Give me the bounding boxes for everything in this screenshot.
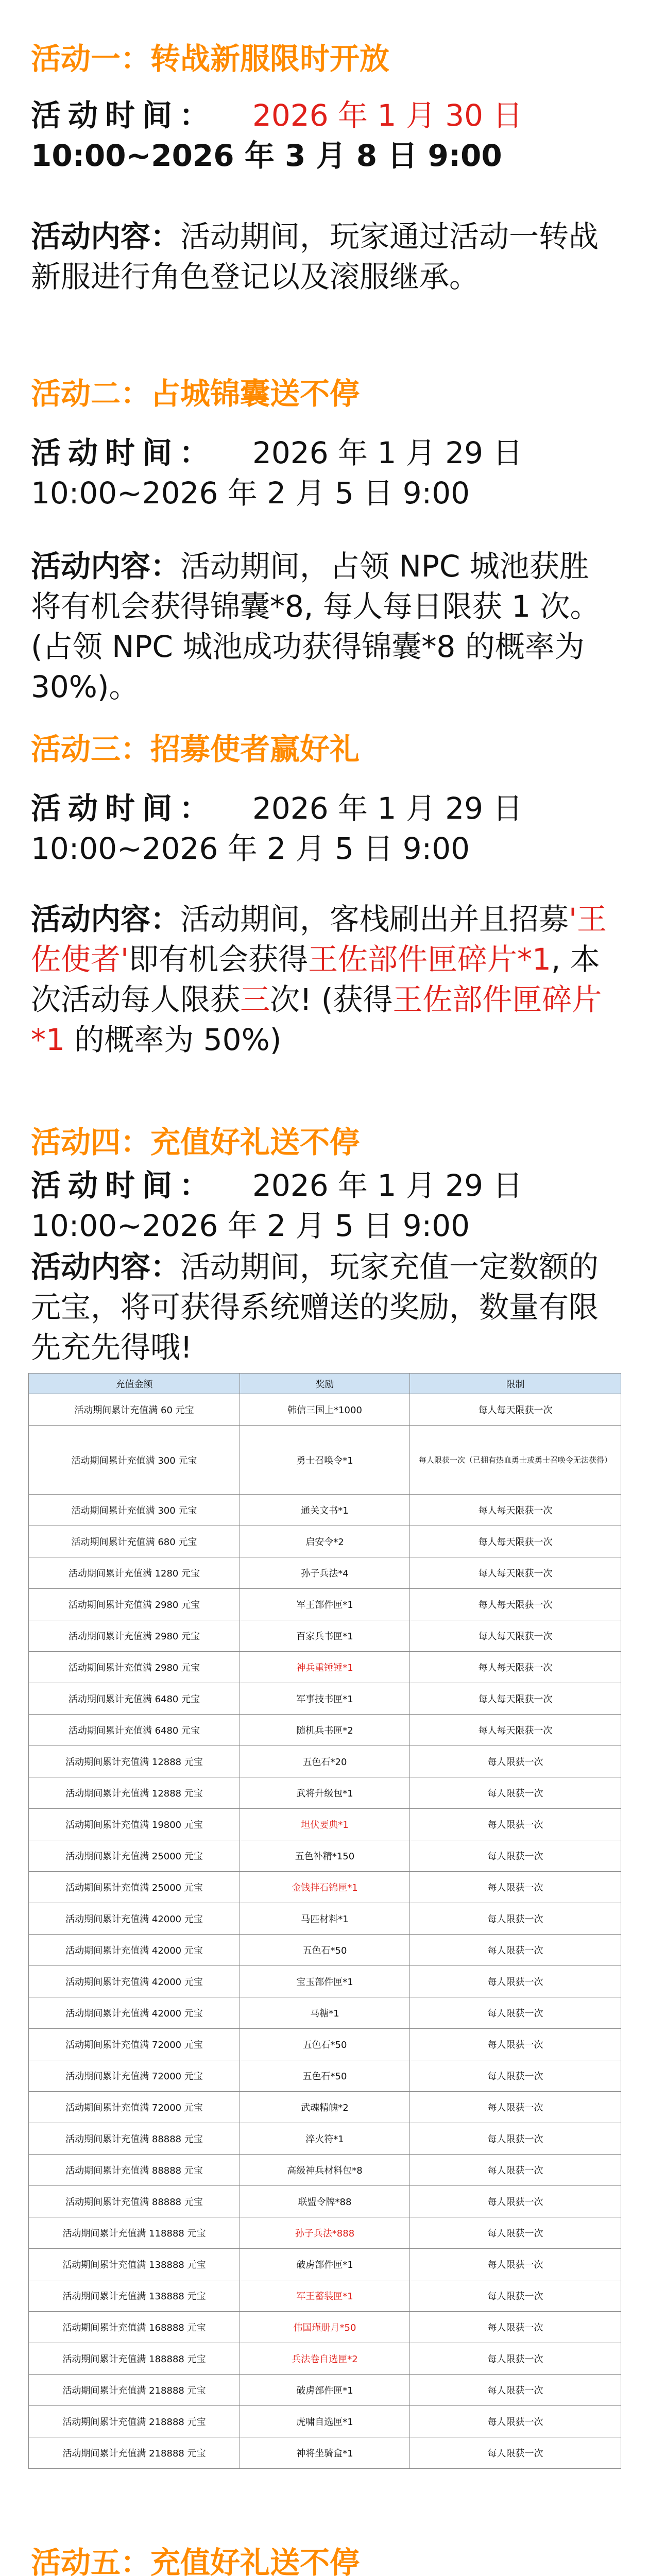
table-row — [29, 1777, 621, 1809]
column-header: 限制 — [410, 1374, 621, 1394]
table-row — [29, 1426, 621, 1495]
limit-cell: 每人每天限获一次 — [410, 1683, 621, 1715]
limit-cell: 每人限获一次 — [410, 2123, 621, 2155]
reward-cell: 破虏部件匣*1 — [240, 2249, 410, 2280]
limit-cell: 每人限获一次 — [410, 1997, 621, 2029]
recharge-amount-cell: 活动期间累计充值满 42000 元宝 — [29, 1935, 240, 1966]
time-line1: 2026 年 1 月 29 日 — [252, 435, 523, 470]
recharge-amount-cell: 活动期间累计充值满 138888 元宝 — [29, 2280, 240, 2312]
content-label: 活动内容： — [31, 902, 181, 937]
table-row — [29, 2343, 621, 2375]
limit-cell: 每人限获一次（已拥有热血勇士或勇士召唤令无法获得） — [410, 1426, 621, 1495]
reward-cell: 孙子兵法*4 — [240, 1557, 410, 1589]
time-line1: 2026 年 1 月 29 日 — [252, 791, 523, 826]
table-row — [29, 1495, 621, 1526]
recharge-amount-cell: 活动期间累计充值满 60 元宝 — [29, 1394, 240, 1426]
limit-cell: 每人每天限获一次 — [410, 1652, 621, 1683]
reward-cell: 五色石*50 — [240, 1935, 410, 1966]
table-row — [29, 1903, 621, 1935]
reward-cell: 坦伏要典*1 — [240, 1809, 410, 1840]
limit-cell: 每人限获一次 — [410, 1903, 621, 1935]
recharge-amount-cell: 活动期间累计充值满 188888 元宝 — [29, 2343, 240, 2375]
table-row — [29, 1620, 621, 1652]
limit-cell: 每人限获一次 — [410, 2060, 621, 2092]
envoy-name: '王佐使者' — [31, 902, 607, 977]
reward-cell: 淬火符*1 — [240, 2123, 410, 2155]
column-header: 充值金额 — [29, 1374, 240, 1394]
recharge-amount-cell: 活动期间累计充值满 218888 元宝 — [29, 2375, 240, 2406]
time-label: 活动时间： — [31, 1168, 217, 1203]
limit-count: 三 — [240, 982, 270, 1017]
reward-cell: 联盟令牌*88 — [240, 2186, 410, 2217]
recharge-amount-cell: 活动期间累计充值满 168888 元宝 — [29, 2312, 240, 2343]
limit-cell: 每人限获一次 — [410, 2029, 621, 2060]
limit-cell: 每人限获一次 — [410, 2280, 621, 2312]
recharge-amount-cell: 活动期间累计充值满 19800 元宝 — [29, 1809, 240, 1840]
recharge-amount-cell: 活动期间累计充值满 42000 元宝 — [29, 1966, 240, 1997]
recharge-amount-cell: 活动期间累计充值满 2980 元宝 — [29, 1620, 240, 1652]
content-text: 活动期间，玩家通过活动一转战新服进行角色登记以及滚服继承。 — [31, 219, 599, 294]
limit-cell: 每人限获一次 — [410, 2217, 621, 2249]
recharge-amount-cell: 活动期间累计充值满 12888 元宝 — [29, 1777, 240, 1809]
activity4-heading: 活动四：充值好礼送不停 — [31, 1125, 360, 1160]
activity4-content — [31, 1247, 618, 1367]
reward-cell: 神兵重锤锤*1 — [240, 1652, 410, 1683]
recharge-amount-cell: 活动期间累计充值满 72000 元宝 — [29, 2029, 240, 2060]
time-line1: 2026 年 1 月 30 日 — [252, 98, 523, 133]
limit-cell: 每人每天限获一次 — [410, 1589, 621, 1620]
recharge-amount-cell: 活动期间累计充值满 42000 元宝 — [29, 1903, 240, 1935]
reward-cell: 孙子兵法*888 — [240, 2217, 410, 2249]
content-text: , 本次活动每人限获 — [31, 942, 600, 1017]
content-text: 活动期间，占领 NPC 城池获胜将有机会获得锦囊*8, 每人每日限获 1 次。(占领 NPC 城池成功获得锦囊*8 的概率为 30%)。 — [31, 549, 600, 704]
reward-cell: 马糖*1 — [240, 1997, 410, 2029]
recharge-amount-cell: 活动期间累计充值满 680 元宝 — [29, 1526, 240, 1557]
limit-cell: 每人限获一次 — [410, 1872, 621, 1903]
time-line2: 10:00~2026 年 2 月 5 日 9:00 — [31, 831, 470, 866]
recharge-amount-cell: 活动期间累计充值满 1280 元宝 — [29, 1557, 240, 1589]
reward-cell: 通关文书*1 — [240, 1495, 410, 1526]
limit-cell: 每人限获一次 — [410, 1809, 621, 1840]
activity2-heading: 活动二：占城锦囊送不停 — [31, 376, 360, 411]
table-row — [29, 2312, 621, 2343]
limit-cell: 每人每天限获一次 — [410, 1557, 621, 1589]
table-row — [29, 2060, 621, 2092]
limit-cell: 每人限获一次 — [410, 1746, 621, 1777]
reward-cell: 勇士召唤令*1 — [240, 1426, 410, 1495]
recharge-amount-cell: 活动期间累计充值满 42000 元宝 — [29, 1997, 240, 2029]
column-header: 奖励 — [240, 1374, 410, 1394]
limit-cell: 每人限获一次 — [410, 1935, 621, 1966]
activity3-content — [31, 899, 618, 1060]
reward-cell: 兵法卷自选匣*2 — [240, 2343, 410, 2375]
limit-cell: 每人限获一次 — [410, 2249, 621, 2280]
limit-cell: 每人每天限获一次 — [410, 1394, 621, 1426]
table-row — [29, 1840, 621, 1872]
table-row — [29, 2155, 621, 2186]
table-row — [29, 2375, 621, 2406]
table-row — [29, 2437, 621, 2469]
table-row — [29, 2280, 621, 2312]
table-row — [29, 2186, 621, 2217]
activity5-heading: 活动五：充值好礼送不停 — [31, 2545, 360, 2576]
activity3-time — [31, 788, 618, 869]
table-row — [29, 2249, 621, 2280]
recharge-amount-cell: 活动期间累计充值满 6480 元宝 — [29, 1715, 240, 1746]
recharge-amount-cell: 活动期间累计充值满 2980 元宝 — [29, 1589, 240, 1620]
time-label: 活动时间： — [31, 98, 217, 133]
activity3-heading: 活动三：招募使者赢好礼 — [31, 732, 360, 767]
recharge-amount-cell: 活动期间累计充值满 72000 元宝 — [29, 2060, 240, 2092]
limit-cell: 每人限获一次 — [410, 2343, 621, 2375]
table-row — [29, 1935, 621, 1966]
table-row — [29, 2123, 621, 2155]
table-row — [29, 2217, 621, 2249]
reward-cell: 军事技书匣*1 — [240, 1683, 410, 1715]
time-label: 活动时间： — [31, 435, 217, 470]
reward-cell: 马匹材料*1 — [240, 1903, 410, 1935]
recharge-amount-cell: 活动期间累计充值满 88888 元宝 — [29, 2155, 240, 2186]
content-label: 活动内容： — [31, 1249, 181, 1284]
content-text: 的概率为 50%) — [64, 1022, 282, 1057]
reward-cell: 破虏部件匣*1 — [240, 2375, 410, 2406]
reward-cell: 韩信三国上*1000 — [240, 1394, 410, 1426]
reward-name: 王佐部件匣碎片*1 — [31, 982, 602, 1057]
limit-cell: 每人限获一次 — [410, 2312, 621, 2343]
reward-cell: 五色补精*150 — [240, 1840, 410, 1872]
time-line2: 10:00~2026 年 2 月 5 日 9:00 — [31, 1208, 470, 1243]
limit-cell: 每人每天限获一次 — [410, 1526, 621, 1557]
recharge-amount-cell: 活动期间累计充值满 2980 元宝 — [29, 1652, 240, 1683]
recharge-amount-cell: 活动期间累计充值满 25000 元宝 — [29, 1840, 240, 1872]
table-row — [29, 1394, 621, 1426]
reward-cell: 虎啸自选匣*1 — [240, 2406, 410, 2437]
reward-cell: 金钱拌石锦匣*1 — [240, 1872, 410, 1903]
time-label: 活动时间： — [31, 791, 217, 826]
reward-cell: 五色石*50 — [240, 2029, 410, 2060]
reward-cell: 五色石*20 — [240, 1746, 410, 1777]
recharge-amount-cell: 活动期间累计充值满 300 元宝 — [29, 1426, 240, 1495]
recharge-amount-cell: 活动期间累计充值满 138888 元宝 — [29, 2249, 240, 2280]
limit-cell: 每人限获一次 — [410, 2375, 621, 2406]
reward-cell: 伟国瑾册月*50 — [240, 2312, 410, 2343]
activity1-heading: 活动一：转战新服限时开放 — [31, 41, 390, 76]
time-line1: 2026 年 1 月 29 日 — [252, 1168, 523, 1203]
content-text: 即有机会获得 — [128, 942, 308, 977]
table-row — [29, 1966, 621, 1997]
recharge-amount-cell: 活动期间累计充值满 88888 元宝 — [29, 2186, 240, 2217]
limit-cell: 每人限获一次 — [410, 1777, 621, 1809]
activity4-time — [31, 1165, 618, 1246]
recharge-amount-cell: 活动期间累计充值满 88888 元宝 — [29, 2123, 240, 2155]
reward-cell: 百家兵书匣*1 — [240, 1620, 410, 1652]
table-row — [29, 2029, 621, 2060]
recharge-amount-cell: 活动期间累计充值满 218888 元宝 — [29, 2406, 240, 2437]
recharge-amount-cell: 活动期间累计充值满 72000 元宝 — [29, 2092, 240, 2123]
content-label: 活动内容： — [31, 549, 181, 584]
activity2-content — [31, 546, 618, 707]
reward-cell: 武将升级包*1 — [240, 1777, 410, 1809]
time-line2: 10:00~2026 年 3 月 8 日 9:00 — [31, 138, 502, 173]
recharge-amount-cell: 活动期间累计充值满 218888 元宝 — [29, 2437, 240, 2469]
recharge-reward-table-4 — [28, 1373, 621, 2469]
reward-cell: 神将坐骑盒*1 — [240, 2437, 410, 2469]
table-row — [29, 2406, 621, 2437]
content-text: 活动期间，客栈刷出并且招募 — [180, 902, 569, 937]
limit-cell: 每人限获一次 — [410, 2437, 621, 2469]
table-row — [29, 1997, 621, 2029]
content-text: 次! (获得 — [270, 982, 393, 1017]
limit-cell: 每人限获一次 — [410, 2186, 621, 2217]
time-line2: 10:00~2026 年 2 月 5 日 9:00 — [31, 476, 470, 511]
reward-cell: 宝玉部件匣*1 — [240, 1966, 410, 1997]
table-row — [29, 1683, 621, 1715]
reward-cell: 军王部件匣*1 — [240, 1589, 410, 1620]
recharge-amount-cell: 活动期间累计充值满 6480 元宝 — [29, 1683, 240, 1715]
reward-cell: 启安令*2 — [240, 1526, 410, 1557]
reward-cell: 军王蓄装匣*1 — [240, 2280, 410, 2312]
reward-cell: 武魂精魄*2 — [240, 2092, 410, 2123]
activity1-content — [31, 216, 618, 297]
recharge-amount-cell: 活动期间累计充值满 12888 元宝 — [29, 1746, 240, 1777]
reward-name: 王佐部件匣碎片*1 — [308, 942, 551, 977]
table-row — [29, 1652, 621, 1683]
table-row — [29, 1715, 621, 1746]
limit-cell: 每人限获一次 — [410, 2406, 621, 2437]
table-row — [29, 1589, 621, 1620]
content-label: 活动内容： — [31, 219, 181, 254]
table-header-row — [29, 1374, 621, 1394]
table-row — [29, 1526, 621, 1557]
limit-cell: 每人每天限获一次 — [410, 1495, 621, 1526]
limit-cell: 每人限获一次 — [410, 1966, 621, 1997]
limit-cell: 每人每天限获一次 — [410, 1715, 621, 1746]
recharge-amount-cell: 活动期间累计充值满 300 元宝 — [29, 1495, 240, 1526]
recharge-amount-cell: 活动期间累计充值满 118888 元宝 — [29, 2217, 240, 2249]
reward-cell: 随机兵书匣*2 — [240, 1715, 410, 1746]
content-text: 活动期间，玩家充值一定数额的元宝，将可获得系统赠送的奖励，数量有限先充先得哦! — [31, 1249, 599, 1365]
table-row — [29, 1872, 621, 1903]
table-row — [29, 1557, 621, 1589]
limit-cell: 每人每天限获一次 — [410, 1620, 621, 1652]
table-row — [29, 1809, 621, 1840]
table-row — [29, 2092, 621, 2123]
recharge-amount-cell: 活动期间累计充值满 25000 元宝 — [29, 1872, 240, 1903]
limit-cell: 每人限获一次 — [410, 2092, 621, 2123]
activity2-time — [31, 433, 618, 513]
table-row — [29, 1746, 621, 1777]
limit-cell: 每人限获一次 — [410, 2155, 621, 2186]
limit-cell: 每人限获一次 — [410, 1840, 621, 1872]
reward-cell: 高级神兵材料包*8 — [240, 2155, 410, 2186]
activity1-time — [31, 95, 618, 176]
reward-cell: 五色石*50 — [240, 2060, 410, 2092]
